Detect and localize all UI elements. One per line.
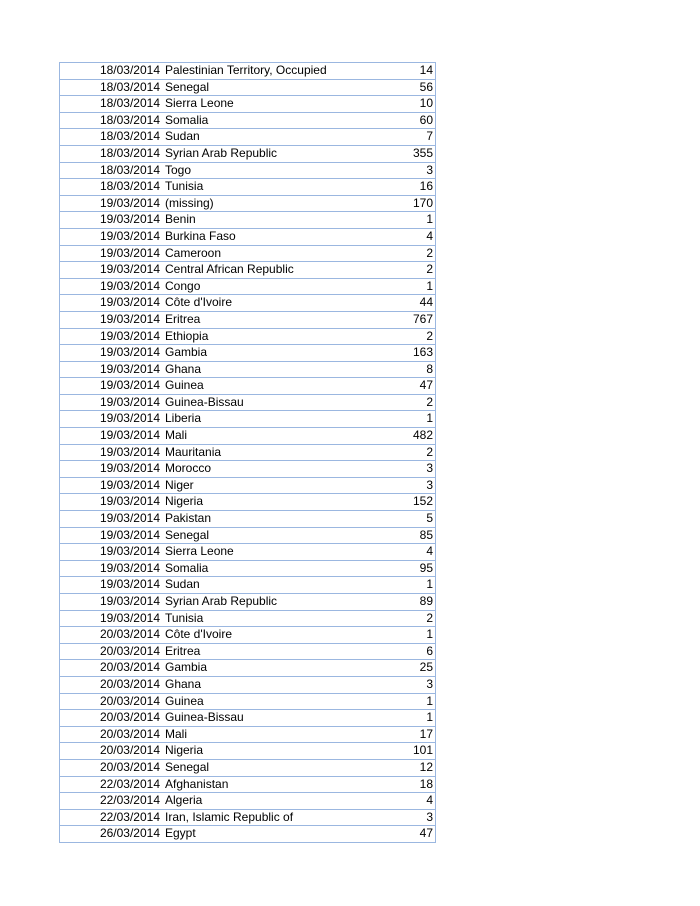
country-cell[interactable]: Somalia: [163, 112, 379, 129]
count-cell[interactable]: 3: [379, 162, 436, 179]
date-cell[interactable]: 18/03/2014: [60, 63, 164, 80]
table-row: [60, 461, 436, 478]
table-row: [60, 743, 436, 760]
country-cell[interactable]: Syrian Arab Republic: [163, 594, 379, 611]
country-cell[interactable]: Côte d'Ivoire: [163, 295, 379, 312]
count-cell[interactable]: 101: [379, 743, 436, 760]
table-row: [60, 710, 436, 727]
date-cell[interactable]: 26/03/2014: [60, 826, 164, 843]
date-cell[interactable]: 20/03/2014: [60, 759, 164, 776]
table-row: [60, 643, 436, 660]
date-cell[interactable]: 19/03/2014: [60, 262, 164, 279]
country-cell[interactable]: Eritrea: [163, 311, 379, 328]
count-cell[interactable]: 17: [379, 726, 436, 743]
date-cell[interactable]: 19/03/2014: [60, 394, 164, 411]
country-cell[interactable]: Guinea: [163, 693, 379, 710]
count-cell[interactable]: 2: [379, 444, 436, 461]
date-cell[interactable]: 19/03/2014: [60, 361, 164, 378]
date-cell[interactable]: 19/03/2014: [60, 494, 164, 511]
table-row: [60, 179, 436, 196]
country-cell[interactable]: Algeria: [163, 793, 379, 810]
table-row: [60, 129, 436, 146]
date-cell[interactable]: 20/03/2014: [60, 710, 164, 727]
table-row: [60, 627, 436, 644]
date-cell[interactable]: 18/03/2014: [60, 145, 164, 162]
date-cell[interactable]: 22/03/2014: [60, 809, 164, 826]
count-cell[interactable]: 1: [379, 411, 436, 428]
table-row: [60, 826, 436, 843]
date-cell[interactable]: 20/03/2014: [60, 643, 164, 660]
country-cell[interactable]: Sudan: [163, 577, 379, 594]
date-cell[interactable]: 19/03/2014: [60, 245, 164, 262]
table-row: [60, 793, 436, 810]
count-cell[interactable]: 25: [379, 660, 436, 677]
country-cell[interactable]: Togo: [163, 162, 379, 179]
table-row: [60, 527, 436, 544]
country-cell[interactable]: Egypt: [163, 826, 379, 843]
table-row: [60, 511, 436, 528]
count-cell[interactable]: 85: [379, 527, 436, 544]
count-cell[interactable]: 4: [379, 793, 436, 810]
date-cell[interactable]: 19/03/2014: [60, 610, 164, 627]
date-cell[interactable]: 19/03/2014: [60, 428, 164, 445]
country-cell[interactable]: Mali: [163, 428, 379, 445]
count-cell[interactable]: 14: [379, 63, 436, 80]
count-cell[interactable]: 3: [379, 461, 436, 478]
country-cell[interactable]: Gambia: [163, 345, 379, 362]
date-cell[interactable]: 20/03/2014: [60, 627, 164, 644]
country-cell[interactable]: Guinea: [163, 378, 379, 395]
country-cell[interactable]: Morocco: [163, 461, 379, 478]
country-cell[interactable]: Afghanistan: [163, 776, 379, 793]
count-cell[interactable]: 18: [379, 776, 436, 793]
country-cell[interactable]: Sierra Leone: [163, 96, 379, 113]
count-cell[interactable]: 47: [379, 378, 436, 395]
table-row: [60, 676, 436, 693]
date-cell[interactable]: 18/03/2014: [60, 112, 164, 129]
table-row: [60, 693, 436, 710]
table-row: [60, 378, 436, 395]
date-cell[interactable]: 19/03/2014: [60, 560, 164, 577]
table-row: [60, 594, 436, 611]
count-cell[interactable]: 1: [379, 278, 436, 295]
count-cell[interactable]: 5: [379, 511, 436, 528]
country-cell[interactable]: (missing): [163, 195, 379, 212]
country-cell[interactable]: Nigeria: [163, 743, 379, 760]
count-cell[interactable]: 2: [379, 610, 436, 627]
table-row: [60, 726, 436, 743]
country-cell[interactable]: Sierra Leone: [163, 544, 379, 561]
date-cell[interactable]: 19/03/2014: [60, 511, 164, 528]
country-cell[interactable]: Sudan: [163, 129, 379, 146]
count-cell[interactable]: 355: [379, 145, 436, 162]
date-cell[interactable]: 19/03/2014: [60, 477, 164, 494]
date-cell[interactable]: 18/03/2014: [60, 129, 164, 146]
count-cell[interactable]: 1: [379, 693, 436, 710]
table-row: [60, 345, 436, 362]
date-cell[interactable]: 20/03/2014: [60, 693, 164, 710]
country-cell[interactable]: Benin: [163, 212, 379, 229]
count-cell[interactable]: 8: [379, 361, 436, 378]
count-cell[interactable]: 152: [379, 494, 436, 511]
date-cell[interactable]: 19/03/2014: [60, 444, 164, 461]
date-cell[interactable]: 19/03/2014: [60, 212, 164, 229]
date-cell[interactable]: 18/03/2014: [60, 79, 164, 96]
table-row: [60, 145, 436, 162]
table-row: [60, 311, 436, 328]
table-row: [60, 411, 436, 428]
country-cell[interactable]: Central African Republic: [163, 262, 379, 279]
table-row: [60, 759, 436, 776]
count-cell[interactable]: 60: [379, 112, 436, 129]
count-cell[interactable]: 95: [379, 560, 436, 577]
country-cell[interactable]: Tunisia: [163, 179, 379, 196]
date-cell[interactable]: 19/03/2014: [60, 577, 164, 594]
date-cell[interactable]: 20/03/2014: [60, 676, 164, 693]
country-cell[interactable]: Eritrea: [163, 643, 379, 660]
count-cell[interactable]: 12: [379, 759, 436, 776]
date-cell[interactable]: 19/03/2014: [60, 544, 164, 561]
count-cell[interactable]: 44: [379, 295, 436, 312]
country-cell[interactable]: Ghana: [163, 676, 379, 693]
table-row: [60, 477, 436, 494]
count-cell[interactable]: 10: [379, 96, 436, 113]
table-row: [60, 228, 436, 245]
count-cell[interactable]: 482: [379, 428, 436, 445]
date-cell[interactable]: 20/03/2014: [60, 743, 164, 760]
count-cell[interactable]: 3: [379, 676, 436, 693]
table-row: [60, 112, 436, 129]
count-cell[interactable]: 1: [379, 710, 436, 727]
table-row: [60, 245, 436, 262]
table-row: [60, 278, 436, 295]
country-cell[interactable]: Nigeria: [163, 494, 379, 511]
table-row: [60, 262, 436, 279]
country-cell[interactable]: Ghana: [163, 361, 379, 378]
table-row: [60, 195, 436, 212]
table-body: [60, 63, 436, 843]
count-cell[interactable]: 163: [379, 345, 436, 362]
table-row: [60, 295, 436, 312]
date-cell[interactable]: 19/03/2014: [60, 594, 164, 611]
table-row: [60, 394, 436, 411]
count-cell[interactable]: 7: [379, 129, 436, 146]
date-cell[interactable]: 18/03/2014: [60, 179, 164, 196]
count-cell[interactable]: 2: [379, 262, 436, 279]
count-cell[interactable]: 3: [379, 477, 436, 494]
date-cell[interactable]: 22/03/2014: [60, 793, 164, 810]
date-cell[interactable]: 19/03/2014: [60, 527, 164, 544]
country-cell[interactable]: Senegal: [163, 79, 379, 96]
country-cell[interactable]: Guinea-Bissau: [163, 710, 379, 727]
count-cell[interactable]: 1: [379, 577, 436, 594]
count-cell[interactable]: 2: [379, 328, 436, 345]
country-cell[interactable]: Mauritania: [163, 444, 379, 461]
date-cell[interactable]: 19/03/2014: [60, 378, 164, 395]
count-cell[interactable]: 4: [379, 228, 436, 245]
table-row: [60, 96, 436, 113]
date-cell[interactable]: 19/03/2014: [60, 345, 164, 362]
date-cell[interactable]: 20/03/2014: [60, 660, 164, 677]
count-cell[interactable]: 4: [379, 544, 436, 561]
table-row: [60, 162, 436, 179]
count-cell[interactable]: 56: [379, 79, 436, 96]
country-cell[interactable]: Somalia: [163, 560, 379, 577]
count-cell[interactable]: 1: [379, 212, 436, 229]
table-row: [60, 560, 436, 577]
table-row: [60, 444, 436, 461]
table-row: [60, 361, 436, 378]
data-table: [59, 62, 436, 843]
table-row: [60, 577, 436, 594]
country-cell[interactable]: Syrian Arab Republic: [163, 145, 379, 162]
country-cell[interactable]: Guinea-Bissau: [163, 394, 379, 411]
country-cell[interactable]: Burkina Faso: [163, 228, 379, 245]
date-cell[interactable]: 19/03/2014: [60, 311, 164, 328]
country-cell[interactable]: Côte d'Ivoire: [163, 627, 379, 644]
count-cell[interactable]: 3: [379, 809, 436, 826]
table-row: [60, 776, 436, 793]
table-row: [60, 494, 436, 511]
count-cell[interactable]: 6: [379, 643, 436, 660]
country-cell[interactable]: Gambia: [163, 660, 379, 677]
table-row: [60, 63, 436, 80]
country-cell[interactable]: Liberia: [163, 411, 379, 428]
country-cell[interactable]: Mali: [163, 726, 379, 743]
count-cell[interactable]: 2: [379, 394, 436, 411]
date-cell[interactable]: 19/03/2014: [60, 295, 164, 312]
country-cell[interactable]: Senegal: [163, 759, 379, 776]
date-cell[interactable]: 20/03/2014: [60, 726, 164, 743]
table-row: [60, 428, 436, 445]
date-cell[interactable]: 19/03/2014: [60, 328, 164, 345]
country-cell[interactable]: Pakistan: [163, 511, 379, 528]
date-cell[interactable]: 18/03/2014: [60, 96, 164, 113]
date-cell[interactable]: 19/03/2014: [60, 278, 164, 295]
country-cell[interactable]: Iran, Islamic Republic of: [163, 809, 379, 826]
table-row: [60, 809, 436, 826]
table-row: [60, 79, 436, 96]
country-cell[interactable]: Senegal: [163, 527, 379, 544]
table-row: [60, 610, 436, 627]
country-cell[interactable]: Palestinian Territory, Occupied: [163, 63, 379, 80]
table-row: [60, 544, 436, 561]
date-cell[interactable]: 19/03/2014: [60, 228, 164, 245]
country-cell[interactable]: Ethiopia: [163, 328, 379, 345]
country-cell[interactable]: Congo: [163, 278, 379, 295]
date-cell[interactable]: 22/03/2014: [60, 776, 164, 793]
country-cell[interactable]: Cameroon: [163, 245, 379, 262]
count-cell[interactable]: 47: [379, 826, 436, 843]
count-cell[interactable]: 16: [379, 179, 436, 196]
date-cell[interactable]: 19/03/2014: [60, 411, 164, 428]
table-row: [60, 212, 436, 229]
country-cell[interactable]: Tunisia: [163, 610, 379, 627]
table-row: [60, 328, 436, 345]
count-cell[interactable]: 2: [379, 245, 436, 262]
country-cell[interactable]: Niger: [163, 477, 379, 494]
date-cell[interactable]: 19/03/2014: [60, 195, 164, 212]
count-cell[interactable]: 1: [379, 627, 436, 644]
count-cell[interactable]: 170: [379, 195, 436, 212]
table-row: [60, 660, 436, 677]
date-cell[interactable]: 19/03/2014: [60, 461, 164, 478]
count-cell[interactable]: 767: [379, 311, 436, 328]
date-cell[interactable]: 18/03/2014: [60, 162, 164, 179]
count-cell[interactable]: 89: [379, 594, 436, 611]
